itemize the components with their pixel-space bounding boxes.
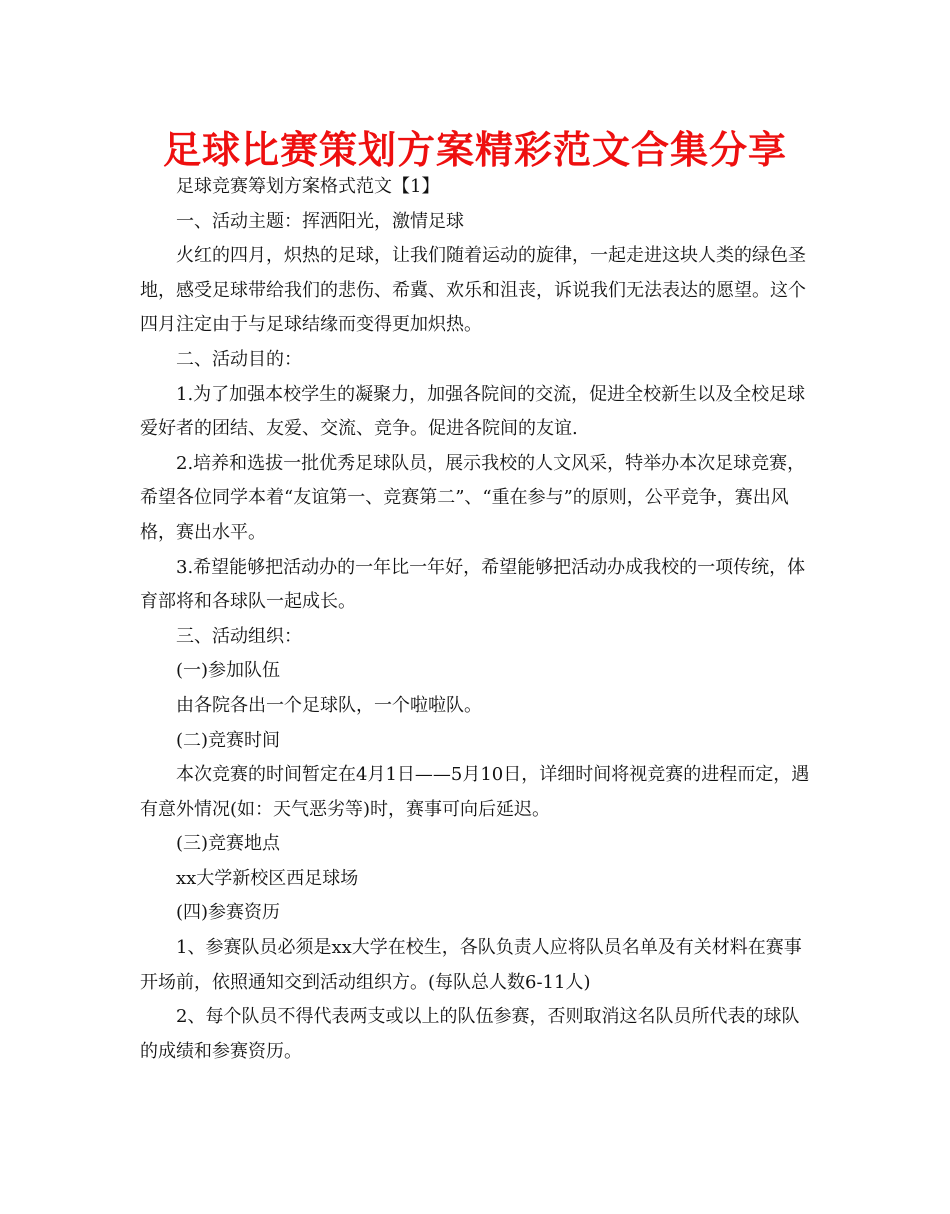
document-title: 足球比赛策划方案精彩范文合集分享 <box>162 128 787 172</box>
paragraph: (三)竞赛地点 <box>176 833 281 855</box>
paragraph: 1.为了加强本校学生的凝聚力，加强各院间的交流，促进全校新生以及全校足球爱好者的团结、友爱、交流、竞争。促进各院间的友谊. <box>140 383 806 440</box>
paragraph: (一)参加队伍 <box>176 660 281 682</box>
document-subtitle: 足球竞赛筹划方案格式范文【1】 <box>176 176 440 197</box>
paragraph: 2、每个队员不得代表两支或以上的队伍参赛，否则取消这名队员所代表的球队的成绩和参赛资历。 <box>140 1006 800 1062</box>
paragraph: 2.培养和选拔一批优秀足球队员，展示我校的人文风采，特举办本次足球竞赛，希望各位同学本着“友谊第一、竞赛第二”、“重在参与”的原则，公平竞争，赛出风格，赛出水平。 <box>140 452 806 543</box>
paragraph: 一、活动主题：挥洒阳光，激情足球 <box>176 210 464 232</box>
paragraph: 本次竞赛的时间暂定在4月1日——5月10日，详细时间将视竞赛的进程而定，遇有意外情况(如：天气恶劣等)时，赛事可向后延迟。 <box>140 764 810 820</box>
paragraph: 1、参赛队员必须是xx大学在校生，各队负责人应将队员名单及有关材料在赛事开场前，依照通知交到活动组织方。(每队总人数6-11人) <box>140 937 802 993</box>
paragraph: 3.希望能够把活动办的一年比一年好，希望能够把活动办成我校的一项传统，体育部将和各球队一起成长。 <box>140 556 806 613</box>
paragraph: 火红的四月，炽热的足球，让我们随着运动的旋律，一起走进这块人类的绿色圣地，感受足球带给我们的悲伤、希冀、欢乐和沮丧，诉说我们无法表达的愿望。这个四月注定由于与足球结缘而变得更加炽热。 <box>140 245 806 336</box>
paragraph: (四)参赛资历 <box>176 902 281 924</box>
paragraph: 三、活动组织： <box>176 625 302 647</box>
paragraph: 由各院各出一个足球队，一个啦啦队。 <box>176 694 482 716</box>
paragraph: 二、活动目的： <box>176 348 302 370</box>
document-body <box>140 170 812 1069</box>
paragraph: xx大学新校区西足球场 <box>176 867 359 889</box>
paragraph: (二)竞赛时间 <box>176 729 281 751</box>
